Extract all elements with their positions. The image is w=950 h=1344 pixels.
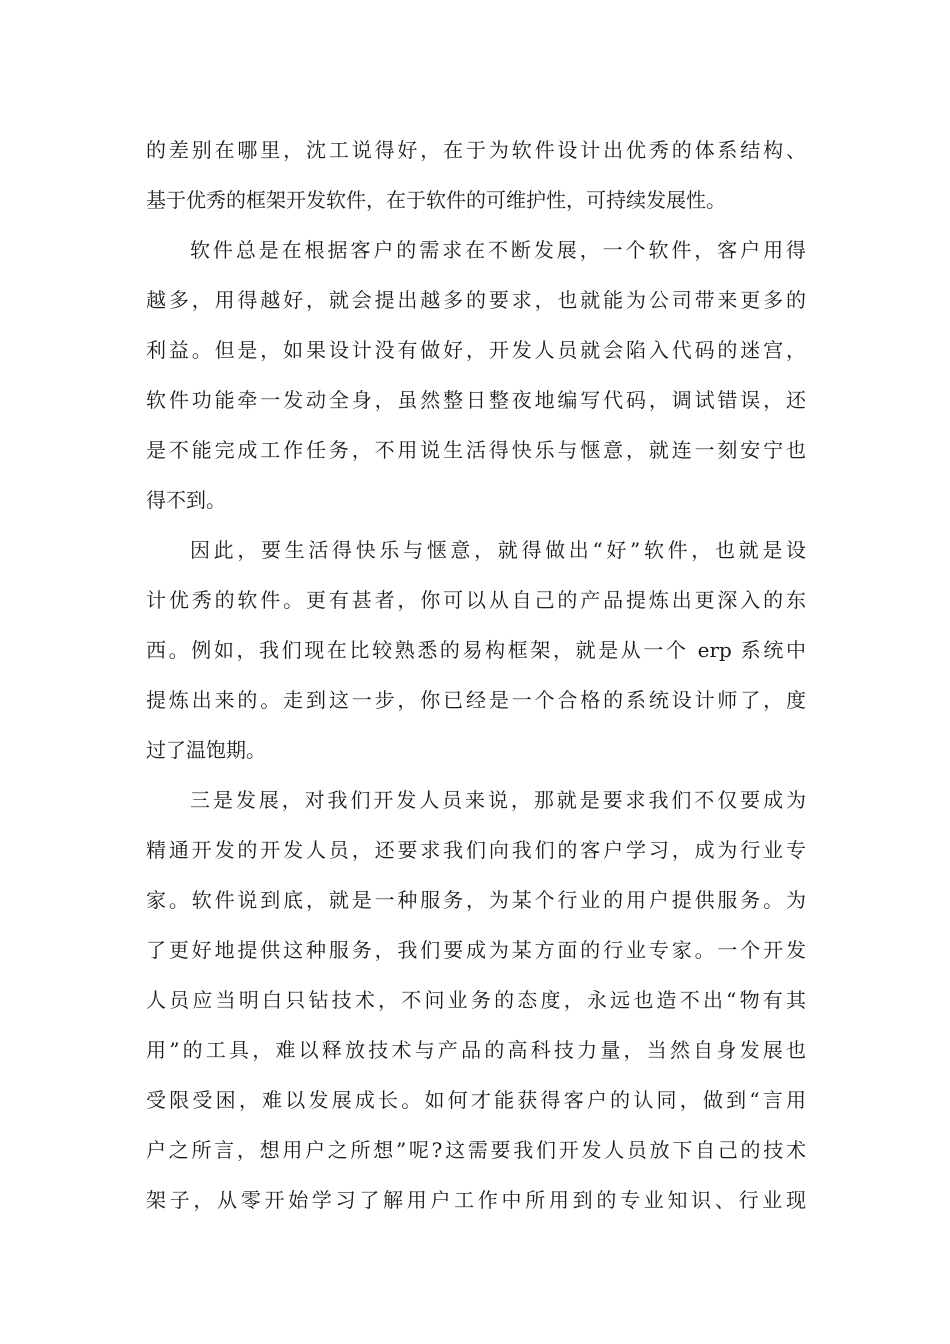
text-line-21: 户之所言，想用户之所想”呢?这需要我们开发人员放下自己的技术 — [146, 1138, 806, 1162]
text-line-20: 受限受困，难以发展成长。如何才能获得客户的认同，做到“言用 — [146, 1088, 806, 1112]
text-line-17: 了更好地提供这种服务，我们要成为某方面的行业专家。一个开发 — [146, 938, 806, 962]
text-line-9: 因此，要生活得快乐与惬意，就得做出“好”软件，也就是设 — [190, 538, 806, 562]
text-line-2: 基于优秀的框架开发软件，在于软件的可维护性，可持续发展性。 — [146, 188, 726, 212]
text-line-4: 越多，用得越好，就会提出越多的要求，也就能为公司带来更多的 — [146, 288, 806, 312]
text-line-15: 精通开发的开发人员，还要求我们向我们的客户学习，成为行业专 — [146, 838, 806, 862]
text-line-5: 利益。但是，如果设计没有做好，开发人员就会陷入代码的迷宫， — [146, 338, 806, 362]
text-line-16: 家。软件说到底，就是一种服务，为某个行业的用户提供服务。为 — [146, 888, 806, 912]
text-line-13: 过了温饱期。 — [146, 738, 266, 762]
text-line-1: 的差别在哪里，沈工说得好，在于为软件设计出优秀的体系结构、 — [146, 138, 806, 162]
text-line-6: 软件功能牵一发动全身，虽然整日整夜地编写代码，调试错误，还 — [146, 388, 806, 412]
text-line-19: 用”的工具，难以释放技术与产品的高科技力量，当然自身发展也 — [146, 1038, 806, 1062]
text-line-14: 三是发展，对我们开发人员来说，那就是要求我们不仅要成为 — [190, 788, 806, 812]
text-line-7: 是不能完成工作任务，不用说生活得快乐与惬意，就连一刻安宁也 — [146, 438, 806, 462]
text-line-11: 西。例如，我们现在比较熟悉的易构框架，就是从一个 erp 系统中 — [146, 638, 806, 662]
text-line-10: 计优秀的软件。更有甚者，你可以从自己的产品提炼出更深入的东 — [146, 588, 806, 612]
text-line-8: 得不到。 — [146, 488, 226, 512]
text-line-3: 软件总是在根据客户的需求在不断发展，一个软件，客户用得 — [190, 238, 806, 262]
text-line-12: 提炼出来的。走到这一步，你已经是一个合格的系统设计师了，度 — [146, 688, 806, 712]
text-line-18: 人员应当明白只钻技术，不问业务的态度，永远也造不出“物有其 — [146, 988, 806, 1012]
text-line-22: 架子，从零开始学习了解用户工作中所用到的专业知识、行业现 — [146, 1188, 806, 1212]
